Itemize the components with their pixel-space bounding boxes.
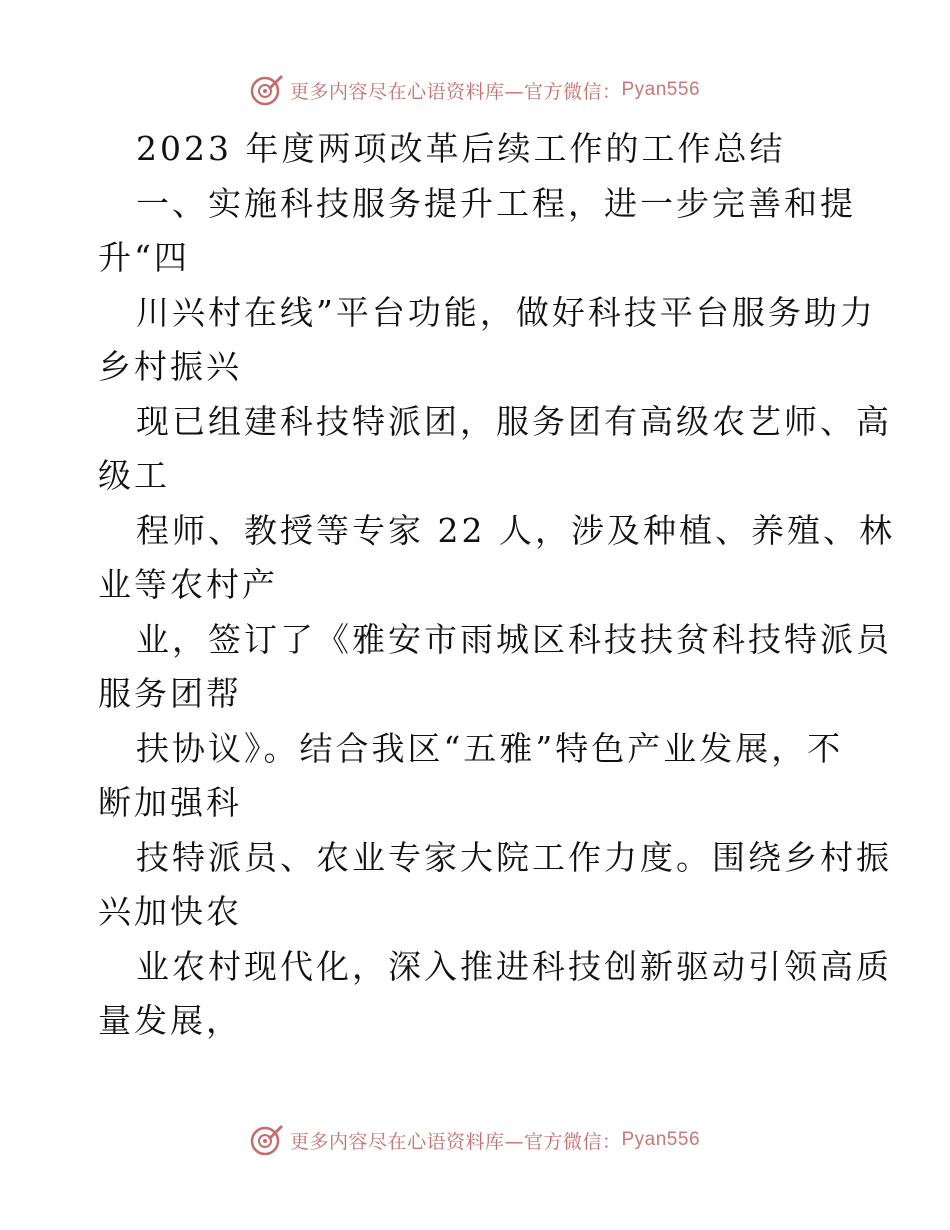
document-body <box>98 122 895 1049</box>
text-line: 2023 年度两项改革后续工作的工作总结 <box>136 129 786 168</box>
text-line: 扶协议》。结合我区“五雅”特色产业发展，不 <box>136 728 844 768</box>
text-line: 业，签订了《雅安市雨城区科技扶贫科技特派员 <box>136 619 892 659</box>
text-line: 现已组建科技特派团，服务团有高级农艺师、高 <box>136 401 892 441</box>
text-line: 业等农村产 <box>98 565 278 604</box>
watermark-site-text: 更多内容尽在心语资料库—官方微信： <box>289 1130 622 1153</box>
text-line: 级工 <box>98 456 170 495</box>
text-line: 技特派员、农业专家大院工作力度。围绕乡村振 <box>136 837 892 877</box>
watermark-site-text: 更多内容尽在心语资料库—官方微信： <box>289 80 622 103</box>
text-line: 程师、教授等专家 22 人，涉及种植、养殖、林 <box>136 510 895 550</box>
watermark-wechat-id: Pyan556 <box>621 79 701 100</box>
text-line: 兴加快农 <box>98 892 242 931</box>
text-line: 量发展， <box>98 1001 242 1040</box>
pen-nib-logo-icon <box>250 1123 284 1157</box>
pen-nib-logo-icon <box>250 73 284 107</box>
text-line: 川兴村在线”平台功能，做好科技平台服务助力 <box>136 292 876 332</box>
header-watermark <box>0 70 950 110</box>
text-line: 乡村振兴 <box>98 347 242 386</box>
text-line: 业农村现代化，深入推进科技创新驱动引领高质 <box>136 946 892 986</box>
text-line: 一、实施科技服务提升工程，进一步完善和提 <box>136 183 856 223</box>
text-line: 服务团帮 <box>98 674 242 713</box>
text-line: 升“四 <box>98 238 190 277</box>
footer-watermark <box>0 1120 950 1160</box>
watermark-wechat-id: Pyan556 <box>621 1129 701 1150</box>
text-line: 断加强科 <box>98 783 242 822</box>
